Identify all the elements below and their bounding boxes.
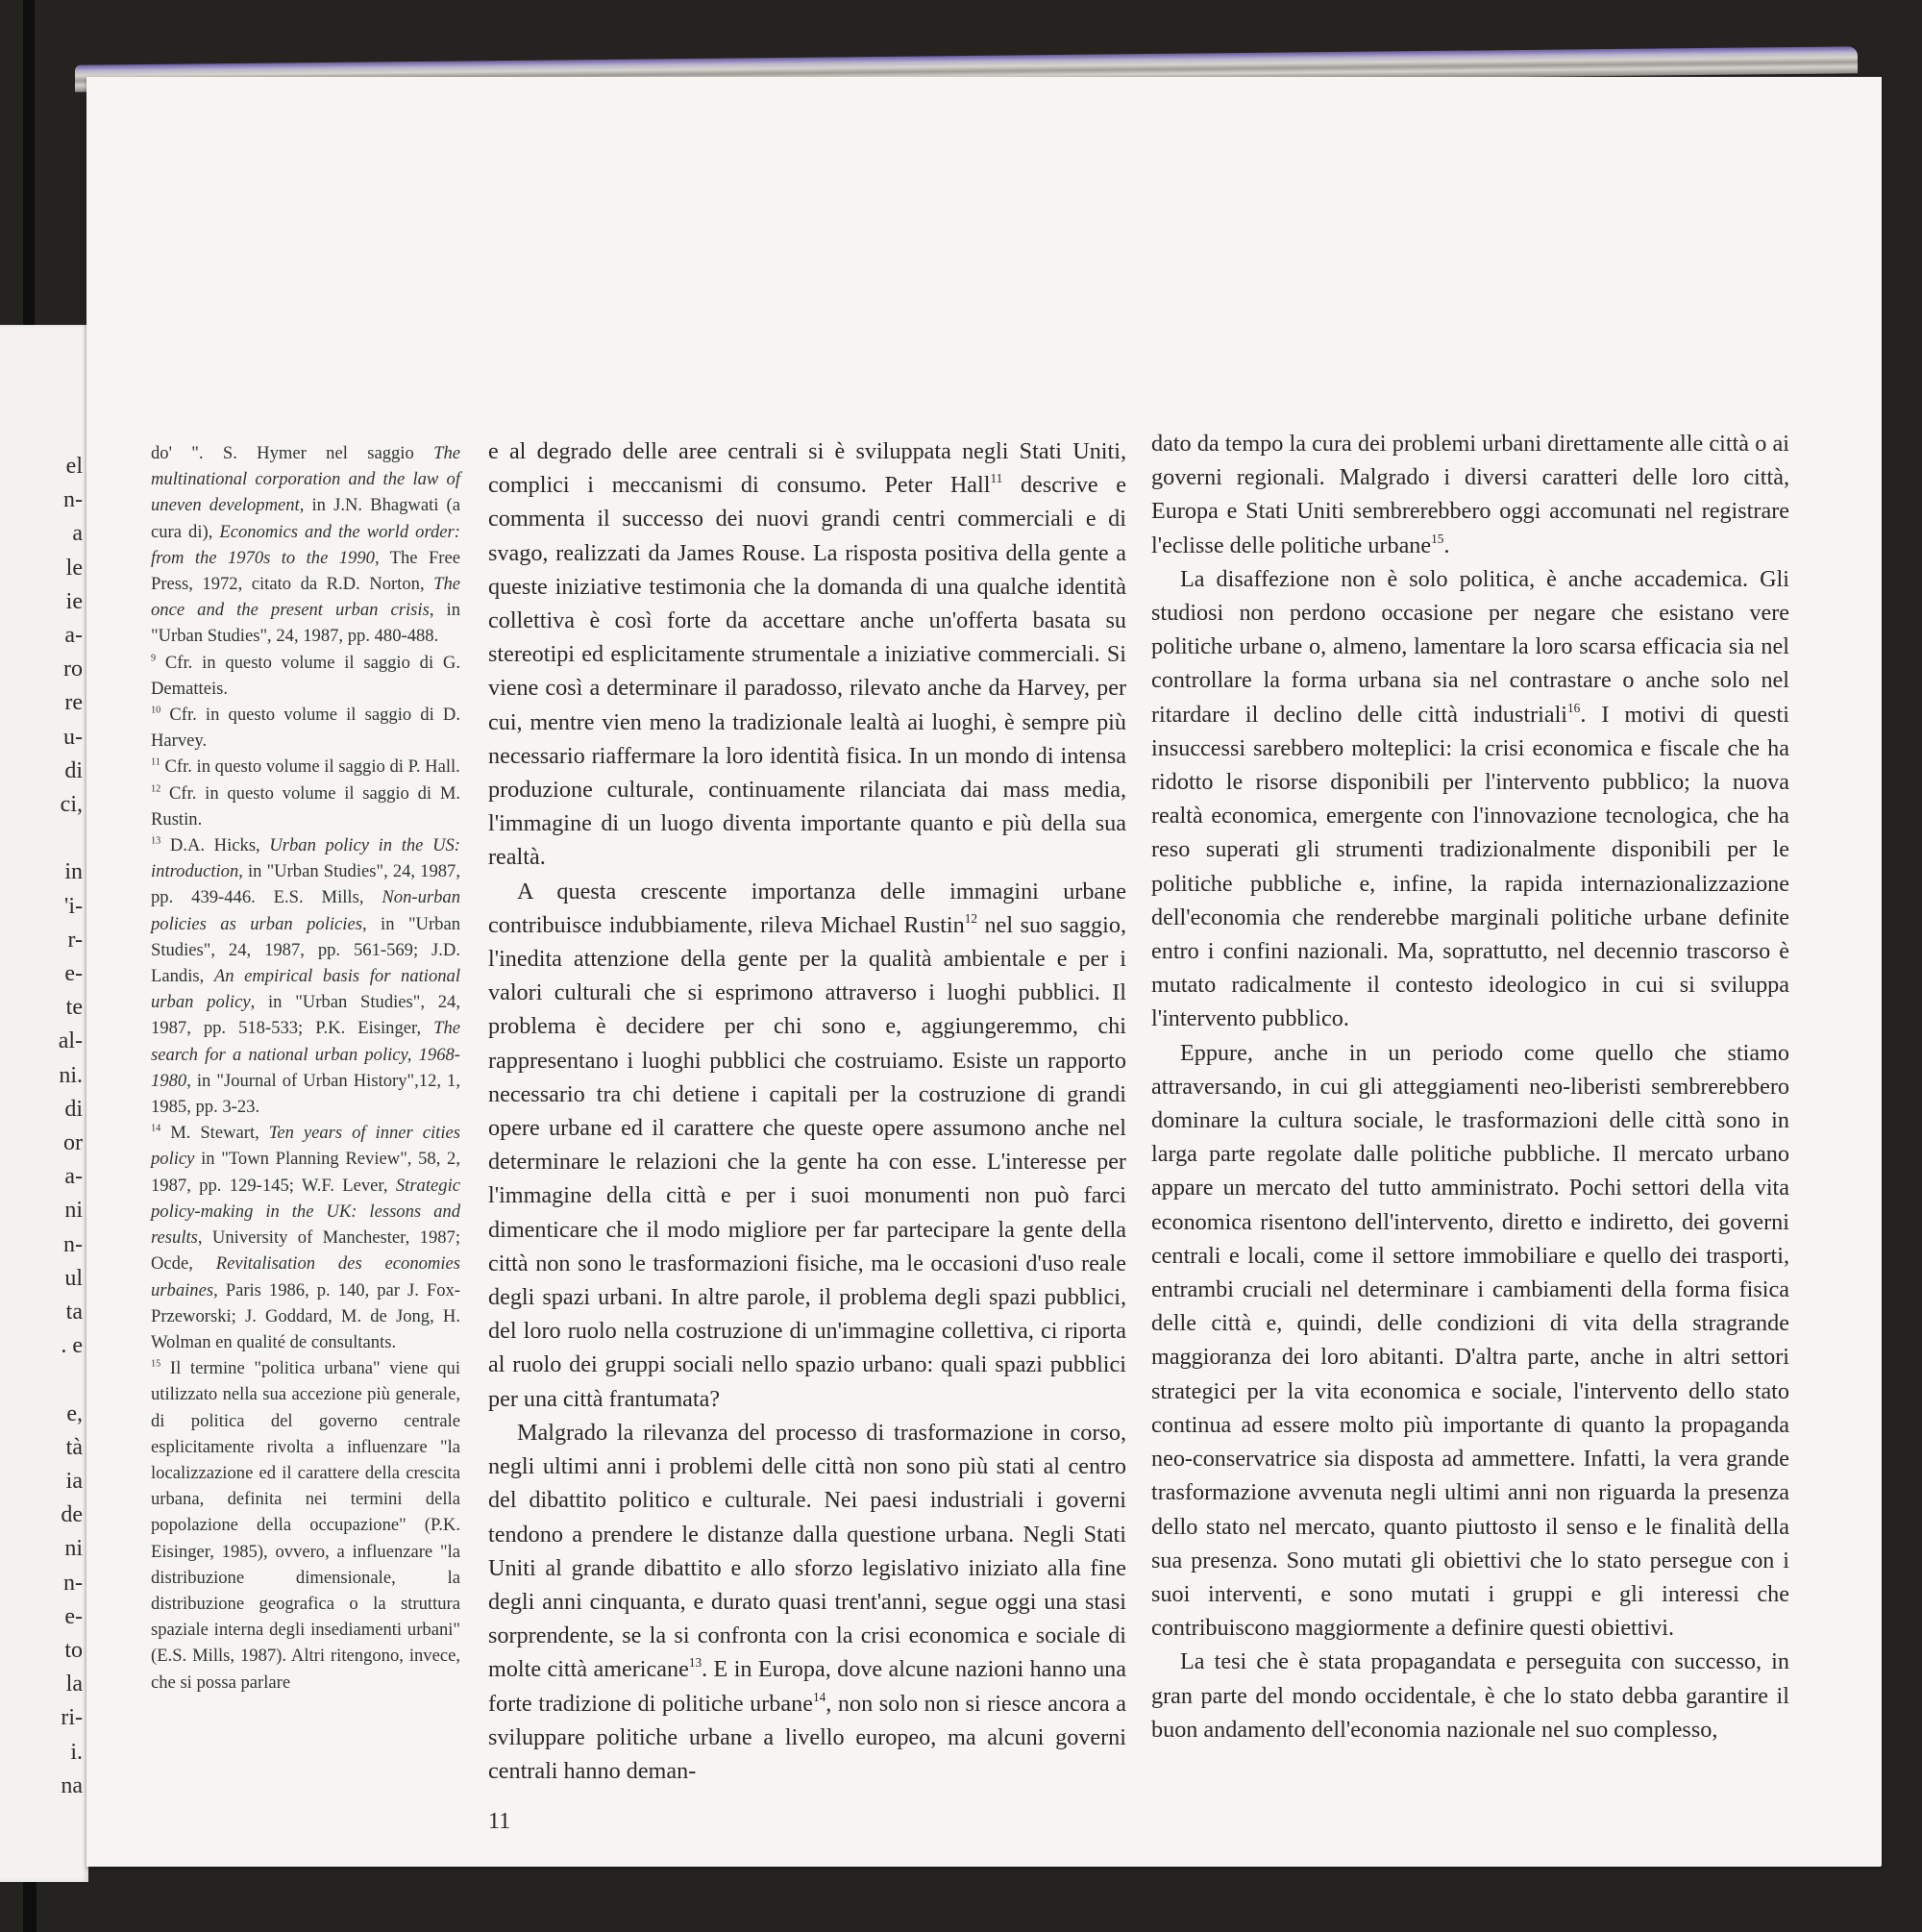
footnotes-column [151, 440, 460, 1696]
footnote-text: D.A. Hicks, [169, 835, 270, 856]
previous-page-text-fragment: e, [66, 1400, 83, 1426]
body-text: . E in Europa, dove alcune nazioni hanno una forte tradizione di politiche urbane [488, 1656, 1126, 1717]
previous-page-text-fragment: to [64, 1638, 83, 1663]
footnote-text: , in "Urban Studies", 24, 1987, pp. 561-569; J.D. Landis, [151, 913, 460, 987]
paragraph [1151, 562, 1789, 1036]
paragraph [488, 875, 1126, 1416]
cited-title: Revitalisation des economies urbaines [151, 1253, 461, 1300]
previous-page-text-fragment: re [64, 690, 83, 716]
previous-page-text-fragment: di [64, 1096, 83, 1122]
previous-page-text-fragment: ia [65, 1469, 83, 1494]
footnote-text: , in "Urban Studies", 24, 1987, pp. 518-533; P.K. Eisinger, [151, 992, 460, 1039]
previous-page-text-fragment: te [65, 995, 83, 1021]
footnote-number: 11 [151, 756, 160, 768]
previous-page-text-fragment: n- [63, 1570, 83, 1596]
page-number: 11 [488, 1809, 511, 1834]
footnote-ref: 16 [1567, 700, 1581, 715]
footnote-text: do' ". S. Hymer nel saggio [151, 443, 434, 463]
cited-title: The search for a national urban policy, 1968-1980 [151, 1018, 460, 1091]
previous-page-text-fragment: di [64, 757, 83, 783]
book-spine-shadow-bottom [23, 1879, 37, 1932]
cited-title: The multinational corporation and the law of uneven development [151, 443, 460, 516]
previous-page-text-fragment: ni [64, 1198, 83, 1224]
previous-page-text-fragment: e- [64, 961, 83, 986]
body-text: Malgrado la rilevanza del processo di trasformazione in corso, negli ultimi anni i problemi delle città non sono più stati al centro del dibattito politico e culturale. Nei paesi industriali i governi tendono a prendere le distanze dalla questione urbana. Negli Stati Uniti al grande dibattito e allo sforzo legislativo iniziato alla fine degli anni cinquanta, e durato quasi trent'anni, segue oggi una stasi sorprendente, se la si confronta con la crisi economica e sociale di molte città americane [488, 1419, 1126, 1683]
footnote-text: Il termine "politica urbana" viene qui utilizzato nella sua accezione più generale, di politica del governo centrale esplicitamente rivolta a influenzare "la localizzazione ed il carattere della crescita urbana, definita nei termini della popolazione della occupazione" (P.K. Eisinger, 1985), ovvero, a influenzare "la distribuzione dimensionale, la distribuzione geografica o la struttura spaziale interna degli insediamenti urbani" (E.S. Mills, 1987). Altri ritengono, invece, che si possa parlare [151, 1358, 460, 1693]
footnote-number: 10 [151, 705, 161, 716]
footnote-ref: 13 [688, 1655, 702, 1671]
previous-page-text-fragment: na [61, 1772, 83, 1798]
previous-page-text-fragment: ie [65, 588, 83, 614]
footnote-ref: 11 [990, 471, 1003, 486]
paragraph [488, 434, 1126, 875]
paragraph [488, 1416, 1126, 1788]
previous-page-text-fragment: u- [63, 724, 83, 750]
footnote-number: 12 [151, 782, 161, 794]
footnote-text: , in "Journal of Urban History",12, 1, 1985, pp. 3-23. [151, 1070, 460, 1118]
footnote-text: , The Free Press, 1972, citato da R.D. Norton, [151, 547, 460, 595]
previous-page-text-fragment: ri- [61, 1705, 83, 1731]
cited-title: Economics and the world order: from the 1970s to the 1990 [151, 521, 460, 568]
footnote-text: Cfr. in questo volume il saggio di P. Hall. [164, 756, 460, 778]
previous-page-text-fragment: 'i- [64, 893, 83, 919]
cited-title: Ten years of inner cities policy [151, 1123, 460, 1170]
previous-page-text-fragment: i. [70, 1739, 83, 1765]
footnote-number: 9 [151, 652, 157, 663]
previous-page-text-fragment: n- [63, 487, 83, 513]
footnote-8-continued [151, 440, 460, 650]
footnote-text: , in J.N. Bhagwati (a cura di), [151, 495, 460, 542]
body-text: e al degrado delle aree centrali si è sviluppata negli Stati Uniti, complici i meccanismi di consumo. Peter Hall [488, 438, 1126, 499]
previous-page-text-fragment: tà [65, 1434, 83, 1460]
footnote-text: , Paris 1986, p. 140, par J. Fox-Przeworski; J. Goddard, M. de Jong, H. Wolman en qualité de consultants. [151, 1279, 460, 1352]
previous-page-text-fragment: ta [65, 1300, 83, 1325]
body-text: . [1443, 532, 1450, 558]
previous-page-text-fragment: . e [61, 1333, 83, 1359]
paragraph: Eppure, anche in un periodo come quello che stiamo attraversando, in cui gli atteggiamenti neo-liberisti sembrerebbero dominare la cultura sociale, le trasformazioni delle città sono in larga parte regolate dalle politiche pubbliche. Il mercato urbano appare un mercato del tutto amministrato. Pochi settori della vita economica risentono dell'intervento, diretto e indiretto, dei governi centrali e locali, come il settore immobiliare e quello dei trasporti, entrambi cruciali nel determinare i cambiamenti della forma fisica delle città e, quindi, delle condizioni di vita della stragrande maggioranza dei loro abitanti. D'altra parte, anche in altri settori strategici per la vita economica e sociale, l'intervento dello stato continua ad essere molto più importante di quanto la propaganda neo-conservatrice sia disposta ad ammettere. Infatti, la vera grande trasformazione avvenuta negli ultimi anni non riguarda la presenza dello stato nel mercato, quanto piuttosto il senso e le finalità della sua presenza. Sono mutati gli obiettivi che lo stato persegue con i suoi interventi, e sono mutati i gruppi e gli interessi che contribuiscono maggiormente a definire questi obiettivi. [1151, 1039, 1789, 1642]
footnote-text: in "Town Planning Review", 58, 2, 1987, pp. 129-145; W.F. Lever, [151, 1149, 460, 1196]
main-text-column-1 [488, 434, 1126, 1788]
footnote-text: Cfr. in questo volume il saggio di G. Dematteis. [151, 652, 460, 699]
book-page [86, 77, 1882, 1867]
footnote-text: , University of Manchester, 1987; Ocde, [151, 1227, 460, 1275]
footnote-10 [151, 702, 460, 754]
previous-page-text-fragment: ci, [60, 792, 83, 817]
body-text: dato da tempo la cura dei problemi urbani direttamente alle città o ai governi regionali. Malgrado i diversi caratteri delle loro città, Europa e Stati Uniti sembrerebbero oggi accomunati nel registrare l'eclisse delle politiche urbane [1151, 431, 1789, 558]
previous-page-edge [0, 325, 88, 1882]
body-text: La disaffezione non è solo politica, è anche accademica. Gli studiosi non perdono occasione per negare che esistano vere politiche urbane o, almeno, lamentare la loro scarsa efficacia sia nel controllare la forma urbana sia nel contrastare o anche solo nel ritardare il declino delle città industriali [1151, 565, 1789, 728]
footnote-number: 14 [151, 1123, 161, 1134]
book-spine-shadow [23, 0, 35, 327]
previous-page-text-fragment: or [63, 1130, 83, 1155]
previous-page-text-fragment: a- [64, 623, 83, 648]
previous-page-text-fragment: la [65, 1672, 83, 1697]
footnote-number: 15 [151, 1358, 161, 1370]
paragraph [1151, 427, 1789, 562]
footnote-text: , in "Urban Studies", 24, 1987, pp. 480-488. [151, 600, 460, 647]
previous-page-text-fragment: el [65, 454, 83, 479]
previous-page-text-fragment: a [72, 521, 83, 547]
body-text: . I motivi di questi insuccessi sarebbero molteplici: la crisi economica e fiscale che ha ridotto le risorse disponibili per l'intervento pubblico; la nuova realtà economica, emergente con l'innovazione tecnologica, che ha reso superati gli strumenti tradizionalmente disponibili per le politiche pubbliche e, infine, la rapida internazionalizzazione dell'economia che renderebbe marginali politiche urbane definite entro i confini nazionali. Ma, soprattutto, nel decennio trascorso è mutato radicalmente il contesto ideologico in cui si sviluppa l'intervento pubblico. [1151, 701, 1789, 1032]
footnote-9 [151, 650, 460, 702]
footnote-12 [151, 780, 460, 832]
footnote-text: Cfr. in questo volume il saggio di D. Harvey. [151, 705, 460, 752]
body-text: nel suo saggio, l'inedita attenzione della gente per la qualità ambientale e per i valori culturali che si esprimono attraverso i luoghi pubblici. Il problema è decidere per chi sono e, aggiungeremmo, chi rappresentano i luoghi pubblici che costruiamo. Esiste un rapporto necessario tra chi detiene i capitali per la costruzione di grandi opere urbane ed il carattere che queste opere assumono anche nel determinare le relazioni che la gente ha con esse. L'interesse per l'immagine della città e per i suoi monumenti non può farci dimenticare che il modo migliore per far partecipare la gente della città non sono le trasformazioni fisiche, ma le occasioni d'uso reale degli spazi urbani. In altre parole, il problema degli spazi pubblici, del loro ruolo nella costruzione di un'immagine collettiva, ci riporta al ruolo dei gruppi sociali nello spazio urbano: quali spazi pubblici per una città frantumata? [488, 911, 1126, 1412]
previous-page-text-fragment: de [61, 1502, 83, 1528]
footnote-text: M. Stewart, [170, 1123, 269, 1144]
previous-page-text-fragment: in [64, 859, 83, 885]
footnote-text: , in "Urban Studies", 24, 1987, pp. 439-446. E.S. Mills, [151, 861, 460, 908]
previous-page-text-fragment: ro [63, 656, 83, 682]
cited-title: An empirical basis for national urban policy [151, 966, 461, 1013]
footnote-ref: 12 [964, 910, 977, 926]
cited-title: The once and the present urban crisis [151, 574, 460, 621]
footnote-ref: 15 [1431, 531, 1444, 546]
previous-page-text-fragment: n- [63, 1231, 83, 1257]
body-text: descrive e commenta il successo dei nuovi grandi centri commerciali e di svago, realizzati da James Rouse. La risposta positiva della gente a queste iniziative testimonia che la domanda di una qualche identità collettiva è così forte da accettare anche un'offerta basata su stereotipi ed esplicitamente strumentale a iniziative commerciali. Si viene così a determinare il paradosso, rilevato anche da Harvey, per cui, mentre vien meno la tradizionale lealtà ai luoghi, è sempre più necessario riaffermare la loro identità fisica. In un mondo di intensa produzione culturale, continuamente rilanciata dai mass media, l'immagine di un luogo diventa importante quanto e più della sua realtà. [488, 472, 1126, 871]
footnote-14 [151, 1120, 460, 1355]
previous-page-text-fragment: ul [64, 1265, 83, 1291]
previous-page-text-fragment: le [65, 555, 83, 581]
previous-page-text-fragment: al- [58, 1028, 83, 1054]
previous-page-text-fragment: r- [67, 927, 83, 953]
previous-page-text-fragment: ni [64, 1536, 83, 1562]
body-text: , non solo non si riesce ancora a sviluppare politiche urbane a livello europeo, ma alcuni governi centrali hanno deman- [488, 1690, 1126, 1784]
footnote-13 [151, 832, 460, 1120]
cited-title: Non-urban policies as urban policies [151, 887, 460, 934]
paragraph: La tesi che è stata propagandata e perseguita con successo, in gran parte del mondo occidentale, è che lo stato debba garantire il buon andamento dell'economia nazionale nel suo complesso, [1151, 1648, 1789, 1743]
footnote-15 [151, 1355, 460, 1696]
previous-page-text-fragment: a- [64, 1164, 83, 1190]
cited-title: Strategic policy-making in the UK: lessons and results [151, 1175, 460, 1249]
body-text: A questa crescente importanza delle immagini urbane contribuisce indubbiamente, rileva Michael Rustin [488, 878, 1126, 938]
footnote-ref: 14 [812, 1689, 826, 1704]
main-text-column-2 [1151, 427, 1789, 1746]
footnote-11 [151, 754, 460, 780]
footnote-text: Cfr. in questo volume il saggio di M. Rustin. [151, 782, 460, 830]
cited-title: Urban policy in the US: introduction [151, 835, 460, 882]
previous-page-text-fragment: e- [64, 1603, 83, 1629]
previous-page-text-fragment: ni. [59, 1062, 83, 1088]
footnote-number: 13 [151, 835, 161, 847]
